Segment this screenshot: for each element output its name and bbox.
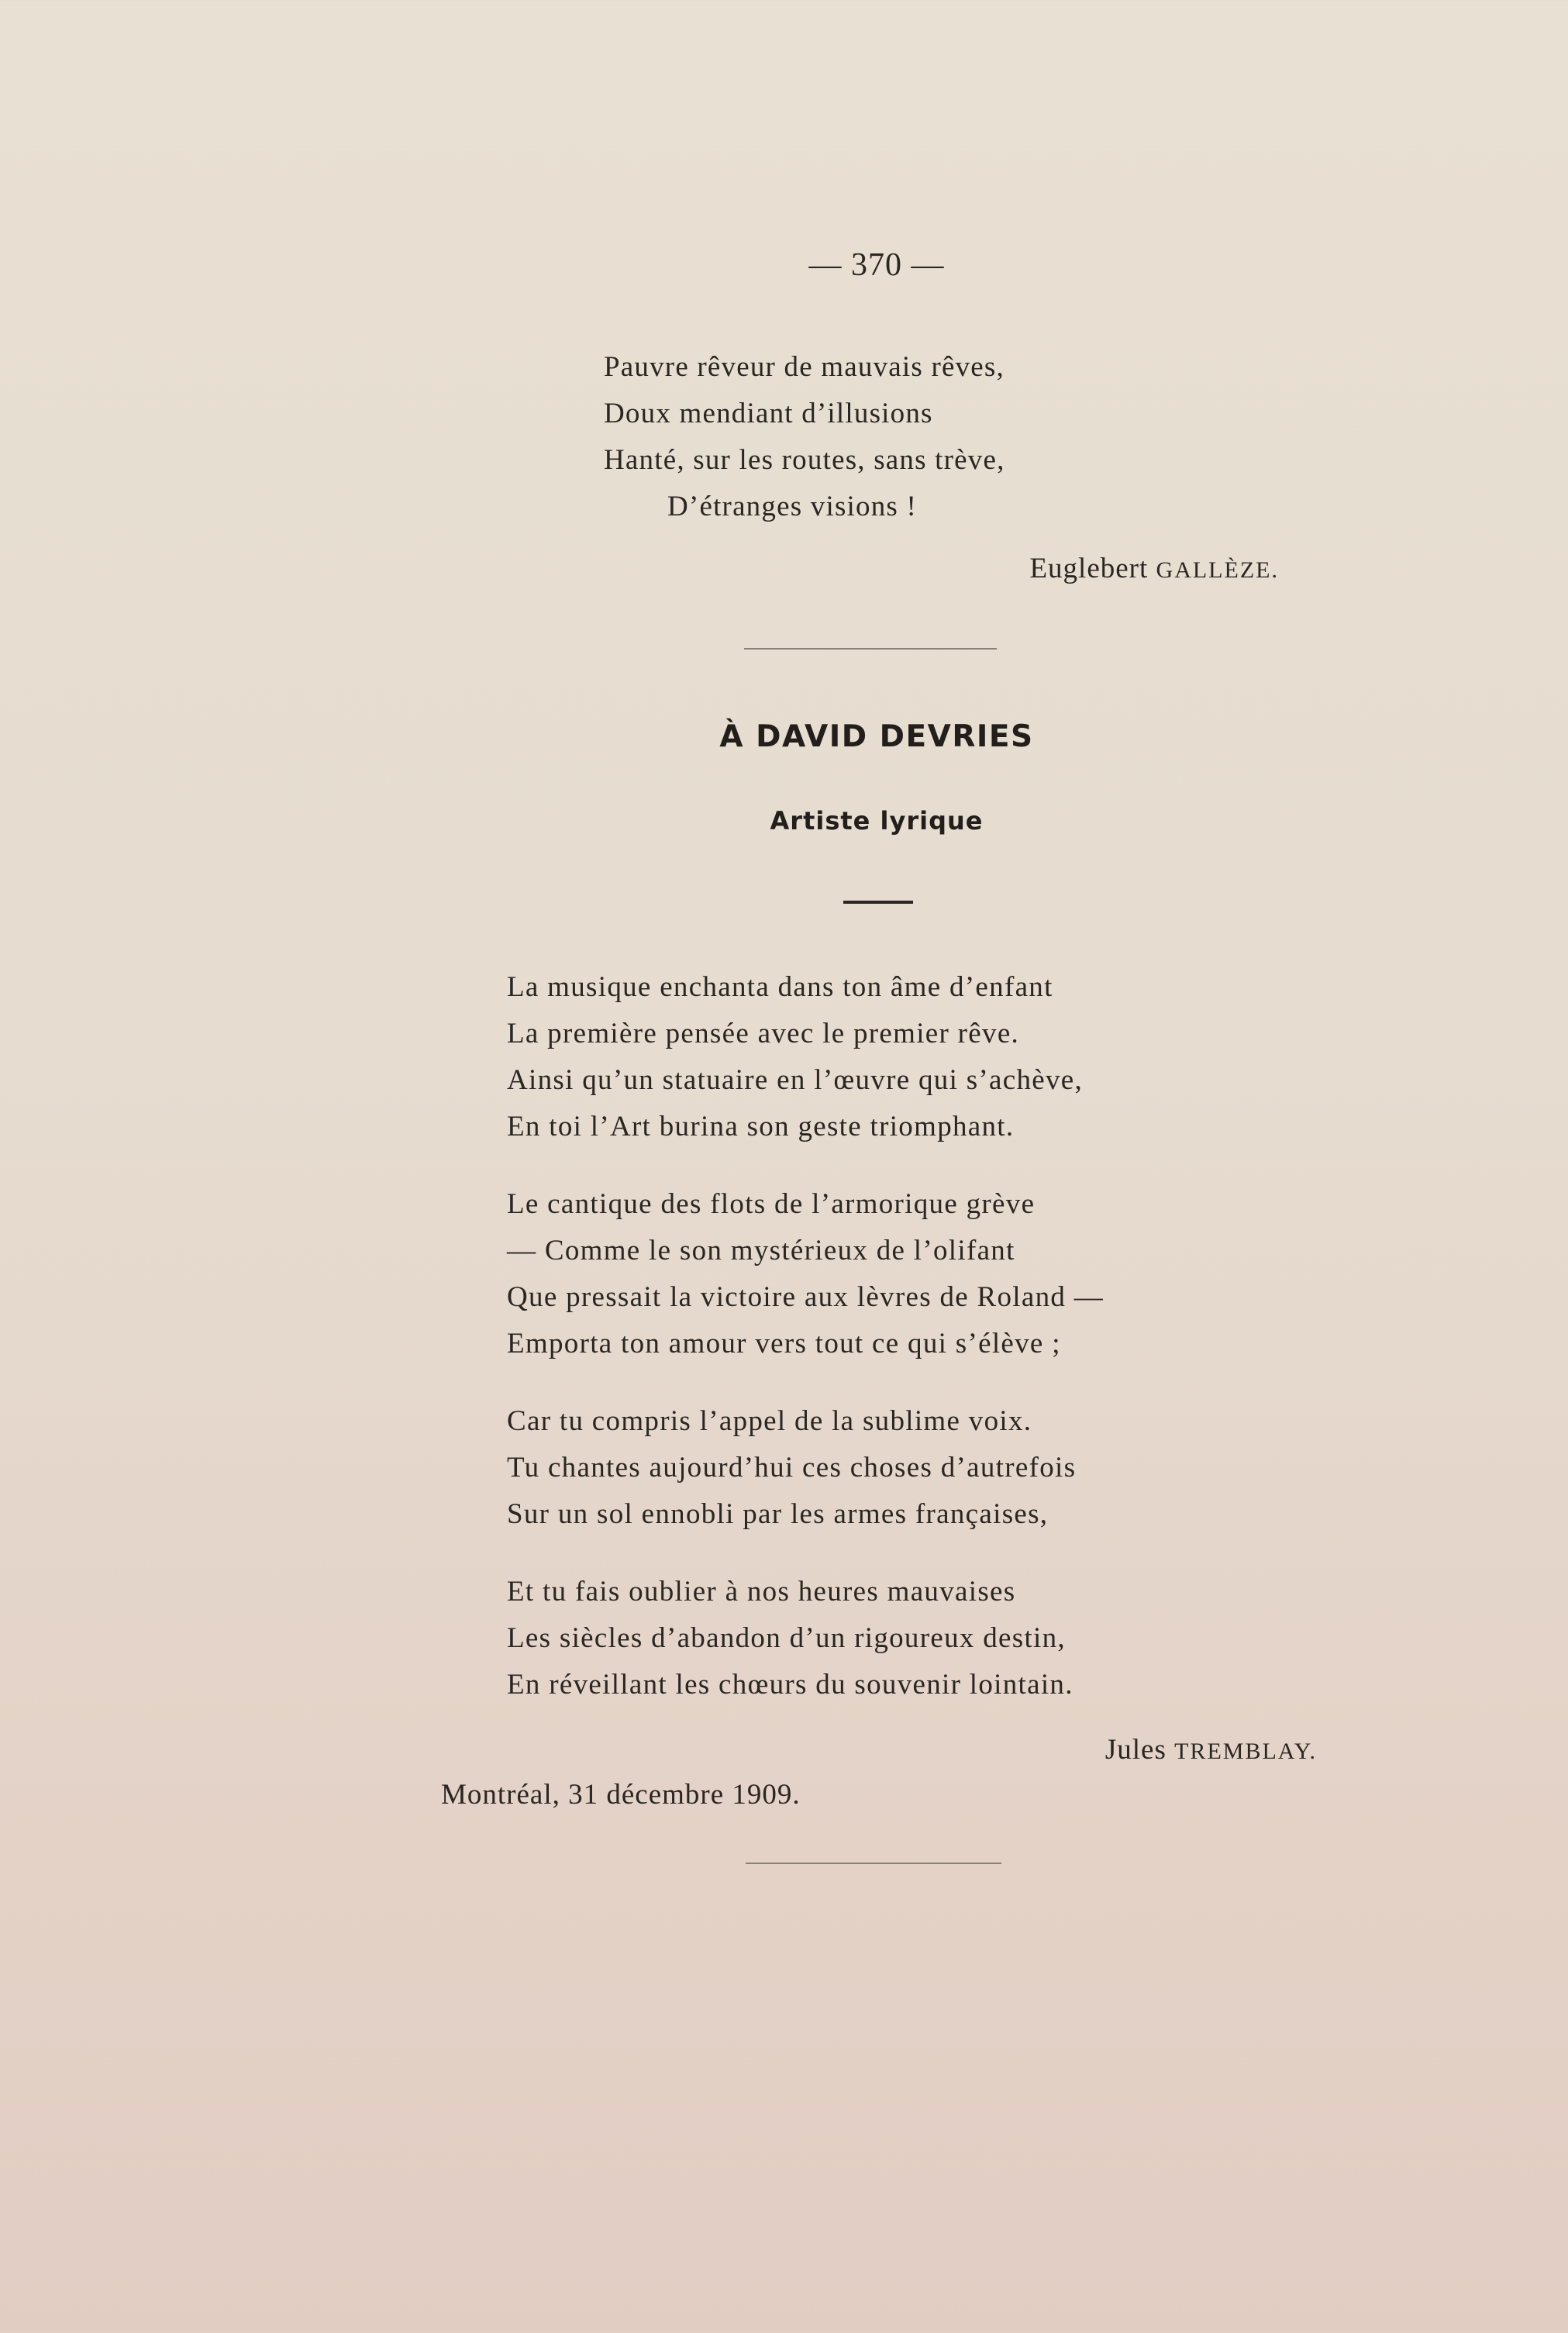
poem-subtitle: Artiste lyrique: [770, 806, 984, 836]
author-last-name: GALLÈZE.: [1156, 557, 1279, 583]
verse-line: Tu chantes aujourd’hui ces choses d’autrefois: [507, 1452, 1077, 1484]
verse-line: En toi l’Art burina son geste triomphant.: [507, 1111, 1015, 1142]
poem-one-line: D’étranges visions !: [667, 491, 917, 522]
verse-line: Et tu fais oublier à nos heures mauvaises: [507, 1576, 1016, 1608]
verse-line: En réveillant les chœurs du souvenir lointain.: [507, 1669, 1073, 1701]
verse-line: La première pensée avec le premier rêve.: [507, 1018, 1020, 1049]
author-first-name: Jules: [1104, 1734, 1167, 1766]
poem-two-signature: [1105, 1733, 1317, 1766]
stanza: [507, 1398, 1104, 1538]
poem-title: À DAVID DEVRIES: [719, 719, 1034, 754]
stanza: [507, 1181, 1104, 1367]
verse-line: Ainsi qu’un statuaire en l’œuvre qui s’achève,: [507, 1064, 1084, 1096]
author-first-name: Euglebert: [1029, 553, 1149, 584]
title-rule: [843, 901, 913, 904]
stanza: [507, 1569, 1104, 1708]
poem-one-line: Doux mendiant d’illusions: [604, 398, 933, 429]
verse-line: — Comme le son mystérieux de l’olifant: [507, 1235, 1015, 1266]
poem-one-line: Pauvre rêveur de mauvais rêves,: [604, 351, 1005, 383]
verse-line: La musique enchanta dans ton âme d’enfant: [507, 971, 1053, 1003]
section-divider: [744, 648, 997, 650]
poem-one: [604, 344, 1005, 530]
verse-line: Sur un sol ennobli par les armes françaises,: [507, 1498, 1049, 1530]
poem-one-signature: [1029, 552, 1279, 585]
section-divider: [746, 1863, 1001, 1864]
verse-line: Emporta ton amour vers tout ce qui s’élève ;: [507, 1328, 1061, 1359]
verse-line: Le cantique des flots de l’armorique grève: [507, 1188, 1036, 1220]
stanza: [507, 964, 1104, 1150]
poem-two: [507, 964, 1104, 1739]
poem-one-line: Hanté, sur les routes, sans trève,: [604, 444, 1005, 476]
verse-line: Car tu compris l’appel de la sublime voix.: [507, 1405, 1032, 1437]
verse-line: Les siècles d’abandon d’un rigoureux destin,: [507, 1622, 1066, 1654]
page-number: — 370 —: [808, 247, 945, 283]
verse-line: Que pressait la victoire aux lèvres de Roland —: [507, 1281, 1104, 1313]
author-last-name: TREMBLAY.: [1174, 1739, 1317, 1764]
place-date: Montréal, 31 décembre 1909.: [441, 1779, 801, 1811]
